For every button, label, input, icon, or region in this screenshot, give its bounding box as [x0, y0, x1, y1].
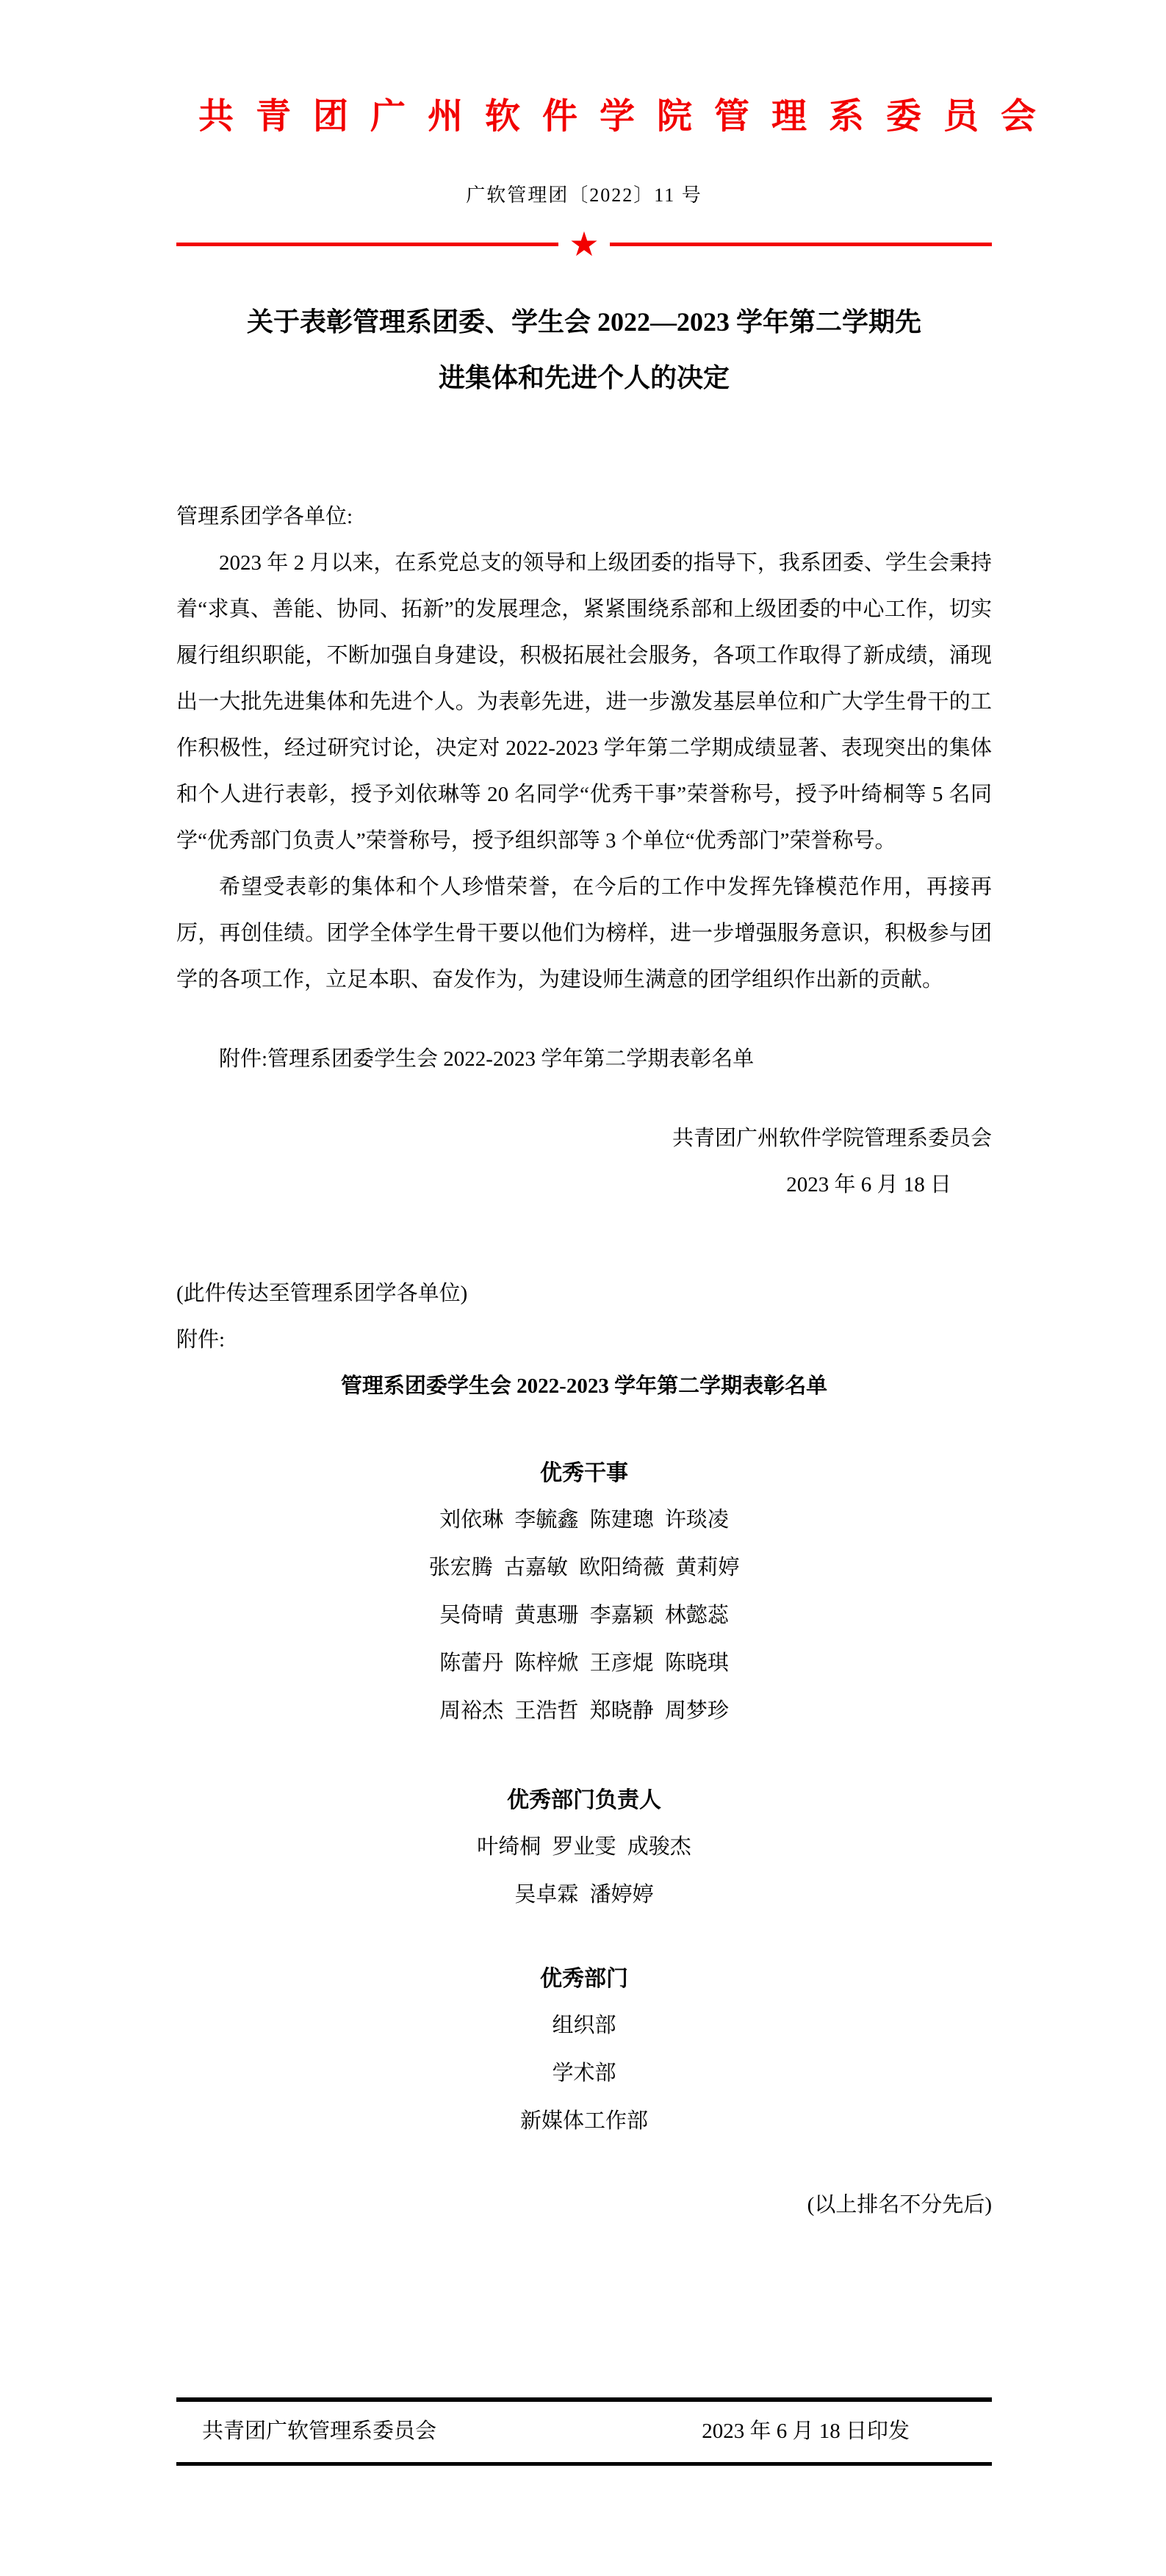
name-row: 刘依琳 李毓鑫 陈建璁 许琰凌 [439, 1508, 729, 1532]
document-title [176, 294, 992, 406]
salutation: 管理系团学各单位: [176, 505, 353, 528]
document-body [176, 494, 992, 1003]
name-row: 张宏腾 古嘉敏 欧阳绮薇 黄莉婷 [428, 1556, 740, 1579]
department-row: 组织部 [552, 2014, 616, 2037]
red-divider-line-left [176, 243, 558, 246]
name-row: 叶绮桐 罗业雯 成骏杰 [477, 1835, 691, 1859]
document-footer [176, 2397, 992, 2466]
distribution-note: (此件传达至管理系团学各单位) [176, 1282, 468, 1305]
document-content [176, 94, 1059, 2228]
body-paragraph-1: 2023 年 2 月以来，在系党总支的领导和上级团委的指导下，我系团委、学生会秉持着“求真、善能、协同、拓新”的发展理念，紧紧围绕系部和上级团委的中心工作，切实履行组织职能，不断加强自身建设，积极拓展社会服务，各项工作取得了新成绩，涌现出一大批先进集体和先进个人。为表彰先进，进一步激发基层单位和广大学生骨干的工作积极性，经过研究讨论，决定对 2022-2023 学年第二学期成绩显著、表现突出的集体和个人进行表彰，授予刘依琳等 20 名同学“优秀干事”荣誉称号，授予叶绮桐等 5 名同学“优秀部门负责人”荣誉称号，授予组织部等 3 个单位“优秀部门”荣誉称号。 [176, 551, 992, 853]
attachment-note: 附件:管理系团委学生会 2022-2023 学年第二学期表彰名单 [219, 1047, 755, 1071]
name-row: 周裕杰 王浩哲 郑晓静 周梦珍 [439, 1699, 729, 1723]
document-title-line-1: 关于表彰管理系团委、学生会 2022—2023 学年第二学期先 [246, 307, 921, 337]
footer-print-date: 2023 年 6 月 18 日印发 [702, 2419, 910, 2443]
appendix-label: 附件: [176, 1328, 226, 1352]
footer-row [176, 2402, 992, 2462]
section-heading-excellent-department-heads: 优秀部门负责人 [507, 1788, 661, 1812]
name-row: 吴倚晴 黄惠珊 李嘉颖 林懿蕊 [439, 1604, 729, 1627]
section-heading-excellent-officers: 优秀干事 [540, 1461, 628, 1485]
appendix-title: 管理系团委学生会 2022-2023 学年第二学期表彰名单 [340, 1374, 828, 1398]
department-row: 学术部 [552, 2062, 616, 2085]
signature-block [176, 1116, 992, 1208]
name-row: 吴卓霖 潘婷婷 [514, 1883, 654, 1906]
name-row: 陈蕾丹 陈梓焮 王彦焜 陈晓琪 [439, 1651, 729, 1675]
signature-org: 共青团广州软件学院管理系委员会 [672, 1127, 992, 1150]
section-heading-excellent-departments: 优秀部门 [540, 1967, 628, 1991]
star-icon: ★ [569, 224, 600, 264]
letterhead-org-title: 共青团广州软件学院管理系委员会 [198, 97, 1059, 136]
footer-issuing-org: 共青团广软管理系委员会 [202, 2419, 437, 2443]
signature-date: 2023 年 6 月 18 日 [786, 1173, 951, 1196]
document-title-line-2: 进集体和先进个人的决定 [438, 363, 730, 392]
body-paragraph-2: 希望受表彰的集体和个人珍惜荣誉，在今后的工作中发挥先锋模范作用，再接再厉，再创佳绩。团学全体学生骨干要以他们为榜样，进一步增强服务意识，积极参与团学的各项工作，立足本职、奋发作为，为建设师生满意的团学组织作出新的贡献。 [176, 875, 992, 991]
department-row: 新媒体工作部 [519, 2109, 648, 2133]
document-number: 广软管理团〔2022〕11 号 [466, 184, 702, 206]
ranking-footnote: (以上排名不分先后) [807, 2193, 992, 2217]
red-divider [176, 224, 992, 264]
red-divider-line-right [610, 243, 992, 246]
